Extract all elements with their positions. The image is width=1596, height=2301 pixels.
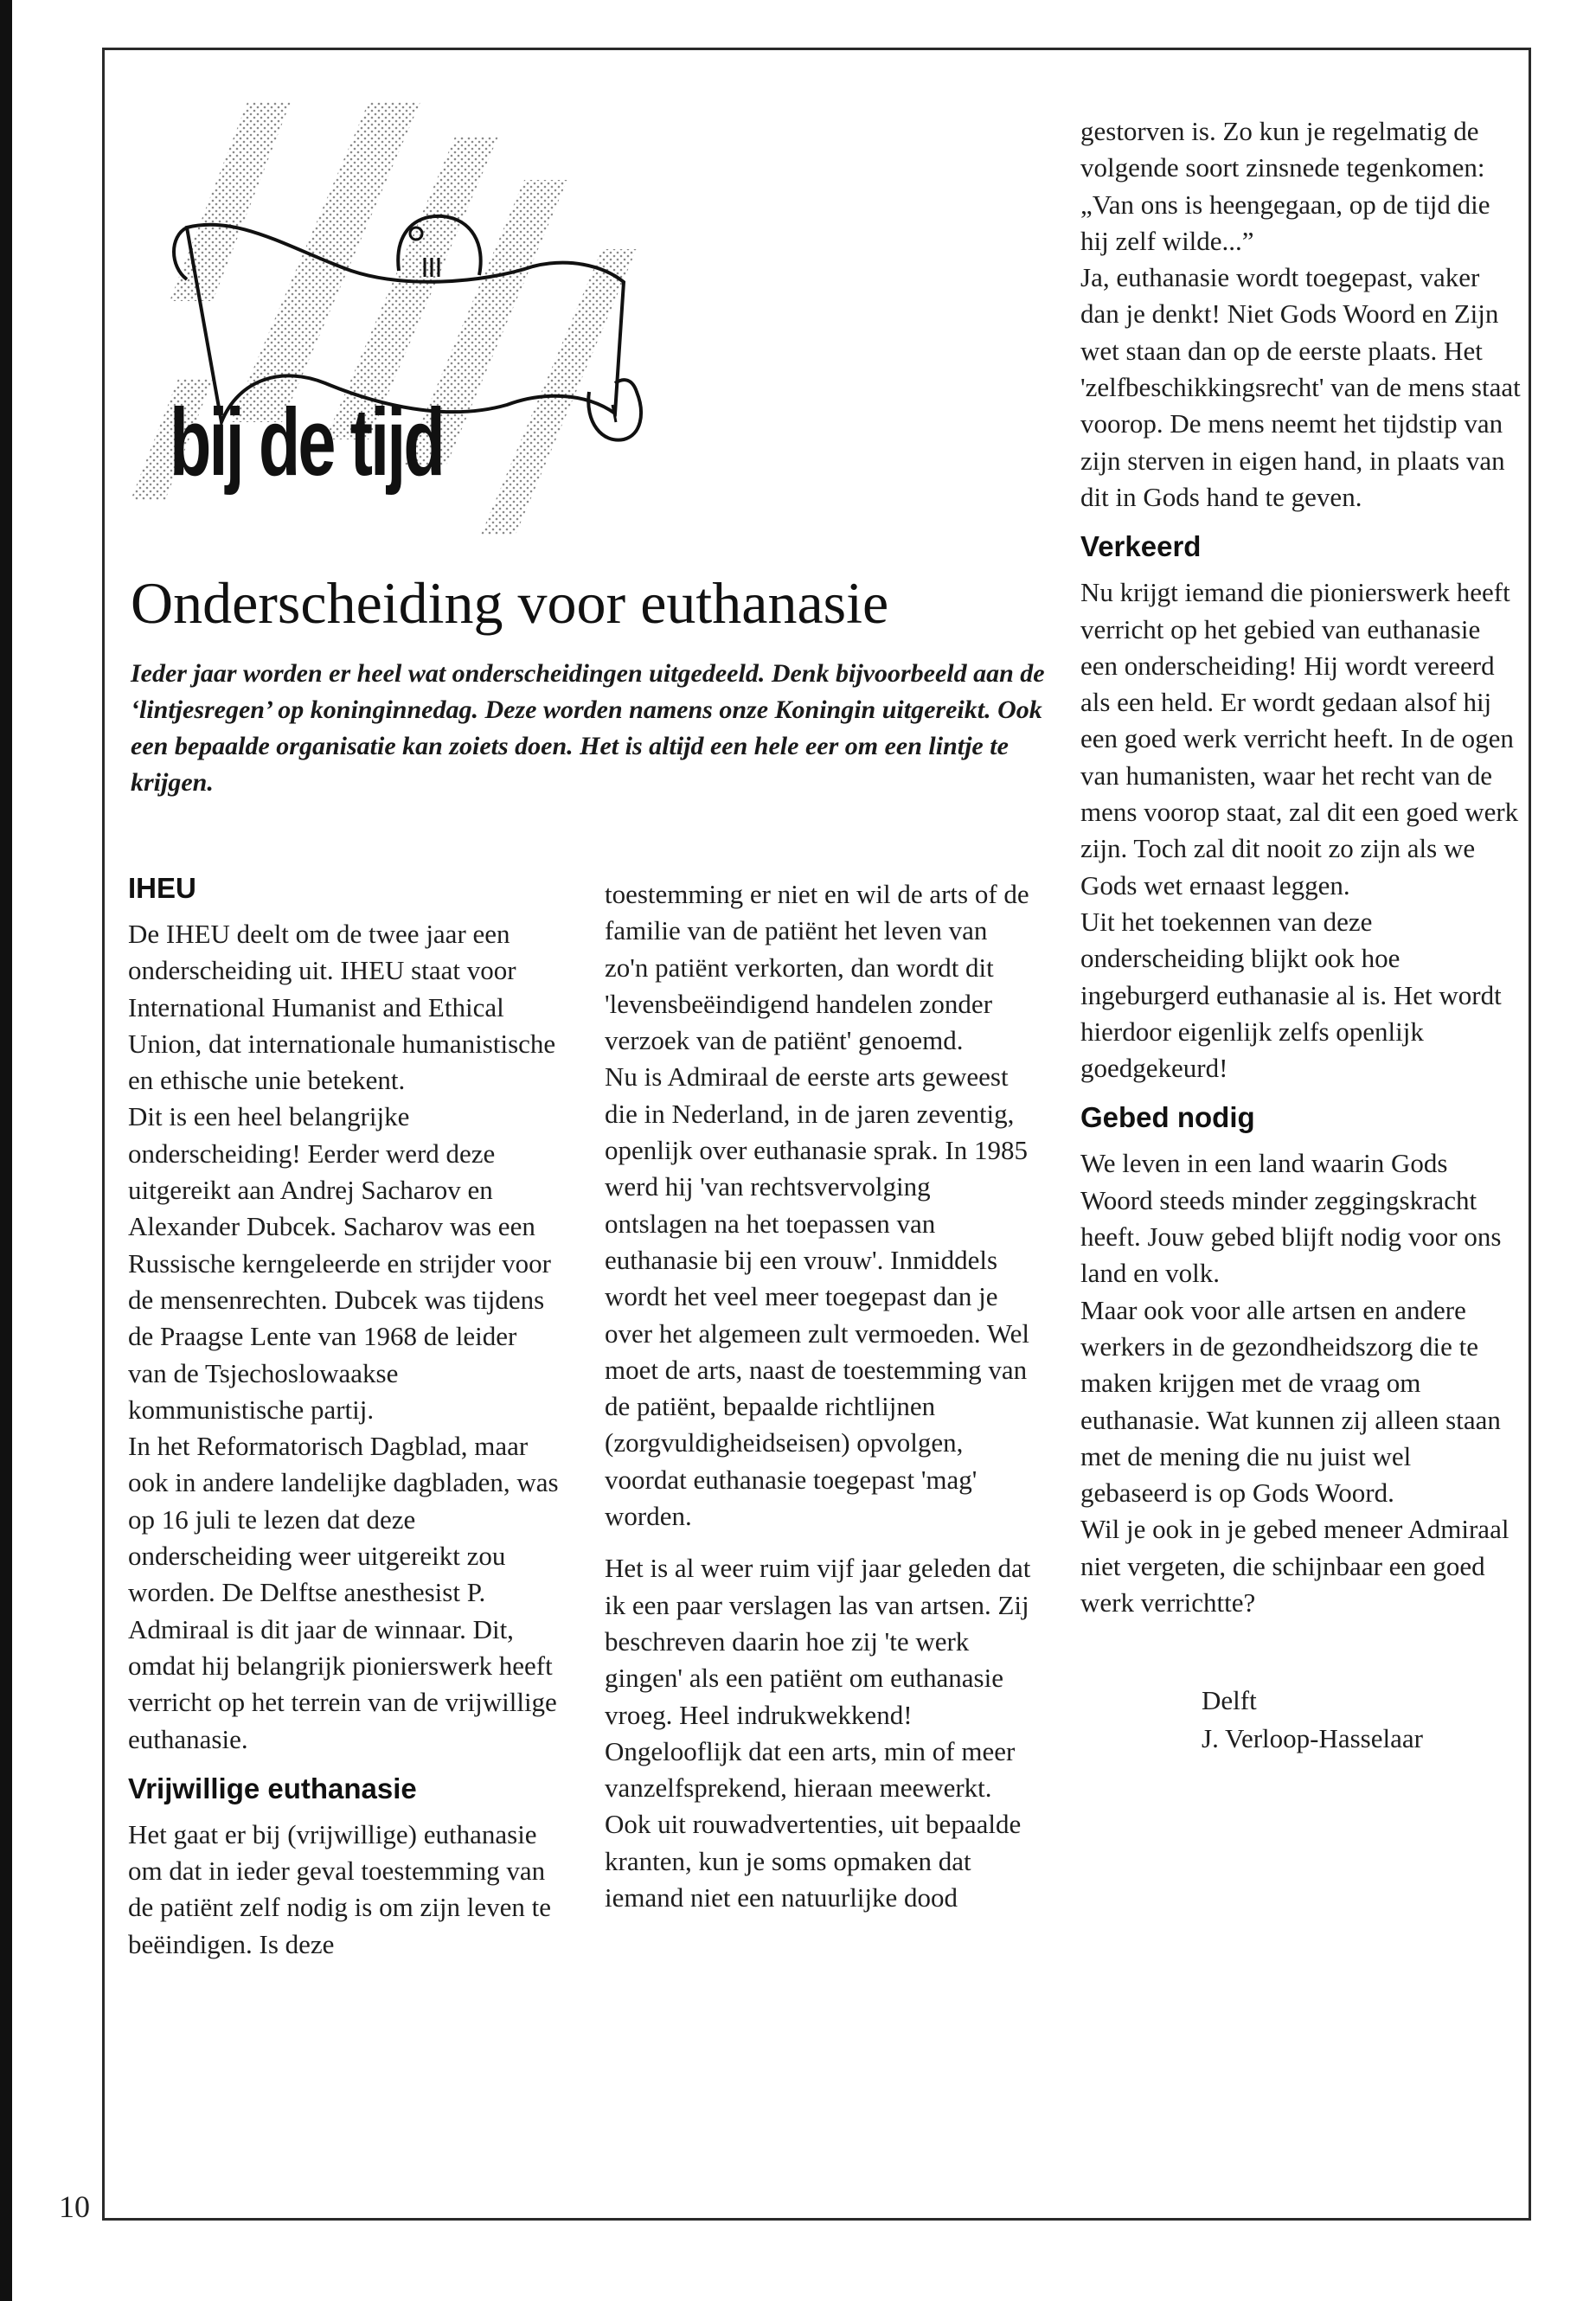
paragraph: Het is al weer ruim vijf jaar geleden dat ik een paar verslagen las van artsen. Zij beschreven daarin hoe zij 'te werk gingen' als een patiënt om euthanasie vroeg. Heel indrukwekkend! Ongelooflijk dat een arts, min of meer vanzelfsprekend, hieraan meewerkt.	[605, 1553, 1031, 1804]
article-column-2	[605, 876, 1037, 1916]
paragraph: Nu krijgt iemand die pionierswerk heeft verricht op het gebied van euthanasie een onderscheiding! Hij wordt vereerd als een held. Er wordt gedaan alsof hij een goed werk verricht heeft. In de ogen van humanisten, waar het recht van de mens voorop staat, zal dit een goed werk zijn. Toch zal dit nooit zo zijn als we Gods wet ernaast leggen.	[1080, 577, 1519, 901]
article-frame	[102, 48, 1531, 2221]
section-heading-verkeerd: Verkeerd	[1080, 530, 1202, 563]
signature	[1080, 1682, 1523, 1758]
paragraph: Nu is Admiraal de eerste arts geweest die in Nederland, in de jaren zeventig, openlijk over euthanasie sprak. In 1985 werd hij 'van rechtsvervolging ontslagen na het toepassen van euthanasie bij een vrouw'. Inmiddels wordt het veel meer toegepast dan je over het algemeen zult vermoeden. Wel moet de arts, naast de toestemming van de patiënt, bepaalde richtlijnen (zorgvuldigheidseisen) opvolgen, voordat euthanasie toegepast 'mag' worden.	[605, 1061, 1030, 1532]
paragraph: Uit het toekennen van deze onderscheiding blijkt ook hoe ingeburgerd euthanasie al is. Het wordt hierdoor eigenlijk zelfs openlijk goedgekeurd!	[1080, 906, 1502, 1084]
section-heading-iheu: IHEU	[128, 872, 196, 904]
paragraph: Dit is een heel belangrijke onderscheiding! Eerder werd deze uitgereikt aan Andrej Sacharov en Alexander Dubcek. Sacharov was een Russische kerngeleerde en strijder voor de mensenrechten. Dubcek was tijdens de Praagse Lente van 1968 de leider van de Tsjechoslowaakse kommunistische partij.	[128, 1101, 551, 1425]
paragraph: We leven in een land waarin Gods Woord steeds minder zeggingskracht heeft. Jouw gebed blijft nodig voor ons land en volk.	[1080, 1148, 1502, 1289]
article-title: Onderscheiding voor euthanasie	[131, 570, 889, 636]
article-column-1	[128, 869, 561, 1963]
section-heading-gebed-nodig: Gebed nodig	[1080, 1101, 1255, 1134]
paragraph: Ook uit rouwadvertenties, uit bepaalde kranten, kun je soms opmaken dat iemand niet een natuurlijke dood	[605, 1809, 1022, 1913]
page-edge-bar	[0, 0, 12, 2301]
paragraph: Wil je ook in je gebed meneer Admiraal niet vergeten, die schijnbaar een goed werk verrichtte?	[1080, 1514, 1509, 1618]
paragraph: Ja, euthanasie wordt toegepast, vaker dan je denkt! Niet Gods Woord en Zijn wet staan dan op de eerste plaats. Het 'zelfbeschikkingsrecht' van de mens staat voorop. De mens neemt het tijdstip van zijn sterven in eigen hand, in plaats van dit in Gods hand te geven.	[1080, 262, 1521, 512]
column-logo	[118, 50, 723, 569]
page-number: 10	[59, 2189, 90, 2224]
paragraph: Maar ook voor alle artsen en andere werkers in de gezondheidszorg die te maken krijgen met de vraag om euthanasie. Wat kunnen zij alleen staan met de mening die nu juist wel gebaseerd is op Gods Woord.	[1080, 1294, 1501, 1509]
section-heading-vrijwillige-euthanasie: Vrijwillige euthanasie	[128, 1772, 417, 1804]
signature-name: J. Verloop-Hasselaar	[1202, 1723, 1423, 1754]
logo-text: bij de tijd	[170, 389, 443, 496]
article-intro: Ieder jaar worden er heel wat onderscheidingen uitgedeeld. Denk bijvoorbeeld aan de ‘lintjesregen’ op koninginnedag. Deze worden namens onze Koningin uitgereikt. Ook een bepaalde organisatie kan zoiets doen. Het is altijd een hele eer om een lintje te krijgen.	[131, 659, 1045, 797]
article-column-3	[1080, 113, 1523, 1758]
paragraph: toestemming er niet en wil de arts of de familie van de patiënt het leven van zo'n patiënt verkorten, dan wordt dit 'levensbeëindigend handelen zonder verzoek van de patiënt' genoemd.	[605, 879, 1029, 1056]
paragraph: In het Reformatorisch Dagblad, maar ook in andere landelijke dagbladen, was op 16 juli te lezen dat deze onderscheiding weer uitgereikt zou worden. De Delftse anesthesist P. Admiraal is dit jaar de winnaar. Dit, omdat hij belangrijk pionierswerk heeft verricht op het terrein van de vrijwillige euthanasie.	[128, 1431, 559, 1754]
paragraph: De IHEU deelt om de twee jaar een onderscheiding uit. IHEU staat voor International Humanist and Ethical Union, dat internationale humanistische en ethische unie betekent.	[128, 919, 556, 1096]
signature-place: Delft	[1202, 1685, 1257, 1716]
paragraph: Het gaat er bij (vrijwillige) euthanasie om dat in ieder geval toestemming van de patiënt zelf nodig is om zijn leven te beëindigen. Is deze	[128, 1818, 551, 1959]
paragraph: gestorven is. Zo kun je regelmatig de volgende soort zinsnede tegenkomen: „Van ons is heengegaan, op de tijd die hij zelf wilde...”	[1080, 116, 1490, 256]
